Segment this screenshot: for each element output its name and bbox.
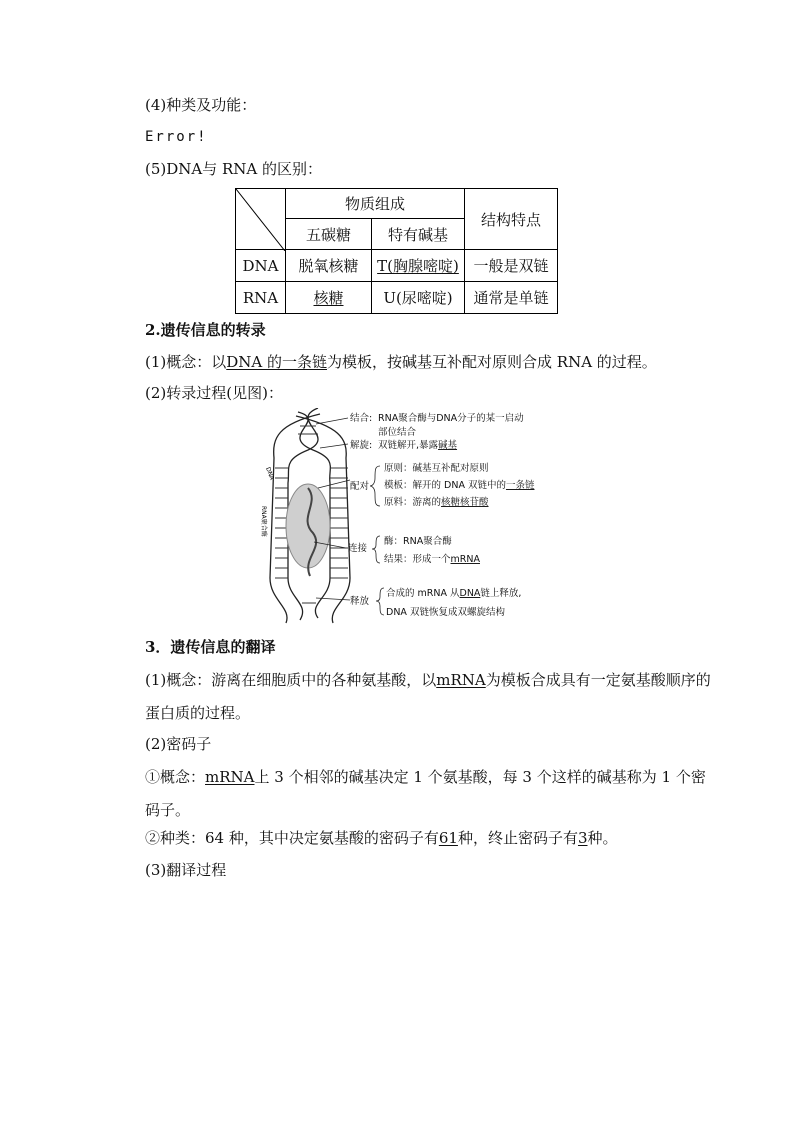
- stage-release: 释放: [350, 596, 370, 607]
- base-header: 特有碱基: [372, 219, 465, 250]
- table-row: [236, 282, 558, 314]
- stage-bind: 结合:: [350, 413, 373, 424]
- unwind-text: 双链解开,暴露碱基: [378, 440, 458, 451]
- table-corner-cell: [236, 189, 286, 250]
- transcription-diagram: [258, 408, 568, 626]
- row-base: T(胸腺嘧啶): [372, 250, 465, 282]
- sugar-header: 五碳糖: [286, 219, 372, 250]
- row-structure: 一般是双链: [465, 250, 558, 282]
- row-base: U(尿嘧啶): [372, 282, 465, 314]
- translation-process-heading: (3)翻译过程: [145, 861, 227, 879]
- codon-concept: ①概念：mRNA上 3 个相邻的碱基决定 1 个氨基酸，每 3 个这样的碱基称为 1 个密码子。: [145, 768, 706, 819]
- codon-heading: (2)密码子: [145, 735, 212, 753]
- dna-rna-comparison-table: [235, 188, 558, 314]
- pair-template: 模板：解开的 DNA 双链中的一条链: [384, 480, 535, 491]
- row-structure: 通常是单链: [465, 282, 558, 314]
- structure-header: 结构特点: [465, 189, 558, 250]
- diagonal-line: [236, 189, 285, 251]
- section5-heading: (5)DNA与 RNA 的区别：: [145, 160, 323, 178]
- row-name: RNA: [236, 282, 286, 314]
- stage-pair: 配对: [350, 481, 370, 492]
- release-brace: [376, 588, 384, 615]
- release-text-2: DNA 双链恢复成双螺旋结构: [386, 607, 505, 618]
- row-sugar: 脱氧核糖: [286, 250, 372, 282]
- link-enzyme: 酶：RNA聚合酶: [384, 536, 452, 547]
- bind-text-2: 部位结合: [378, 427, 417, 438]
- translation-title: 3．遗传信息的翻译: [145, 638, 276, 656]
- row-name: DNA: [236, 250, 286, 282]
- group-header: 物质组成: [286, 189, 465, 219]
- release-text-1: 合成的 mRNA 从DNA链上释放,: [386, 588, 522, 599]
- pair-principle: 原则：碱基互补配对原则: [384, 463, 489, 474]
- stage-unwind: 解旋:: [350, 440, 373, 451]
- pair-brace: [370, 466, 380, 506]
- polymerase-side-label: RNA聚合酶: [260, 506, 267, 537]
- row-sugar: 核糖: [286, 282, 372, 314]
- bind-text-1: RNA聚合酶与DNA分子的某一启动: [378, 413, 524, 424]
- codon-kinds: ②种类：64 种，其中决定氨基酸的密码子有61种，终止密码子有3种。: [145, 829, 618, 847]
- table-row: [236, 250, 558, 282]
- link-brace: [372, 536, 380, 563]
- transcription-concept: (1)概念：以DNA 的一条链为模板，按碱基互补配对原则合成 RNA 的过程。: [145, 353, 657, 371]
- pair-material: 原料：游离的核糖核苷酸: [384, 497, 489, 508]
- translation-concept: (1)概念：游离在细胞质中的各种氨基酸，以mRNA为模板合成具有一定氨基酸顺序的蛋白质的过程。: [145, 671, 711, 722]
- dna-side-label: DNA: [264, 466, 276, 482]
- error-text: Error!: [145, 129, 208, 145]
- transcription-process-heading: (2)转录过程(见图)：: [145, 384, 283, 402]
- section4-heading: (4)种类及功能：: [145, 96, 257, 114]
- transcription-title: 2.遗传信息的转录: [145, 321, 266, 339]
- link-result: 结果：形成一个mRNA: [384, 554, 480, 565]
- stage-link: 连接: [348, 543, 368, 554]
